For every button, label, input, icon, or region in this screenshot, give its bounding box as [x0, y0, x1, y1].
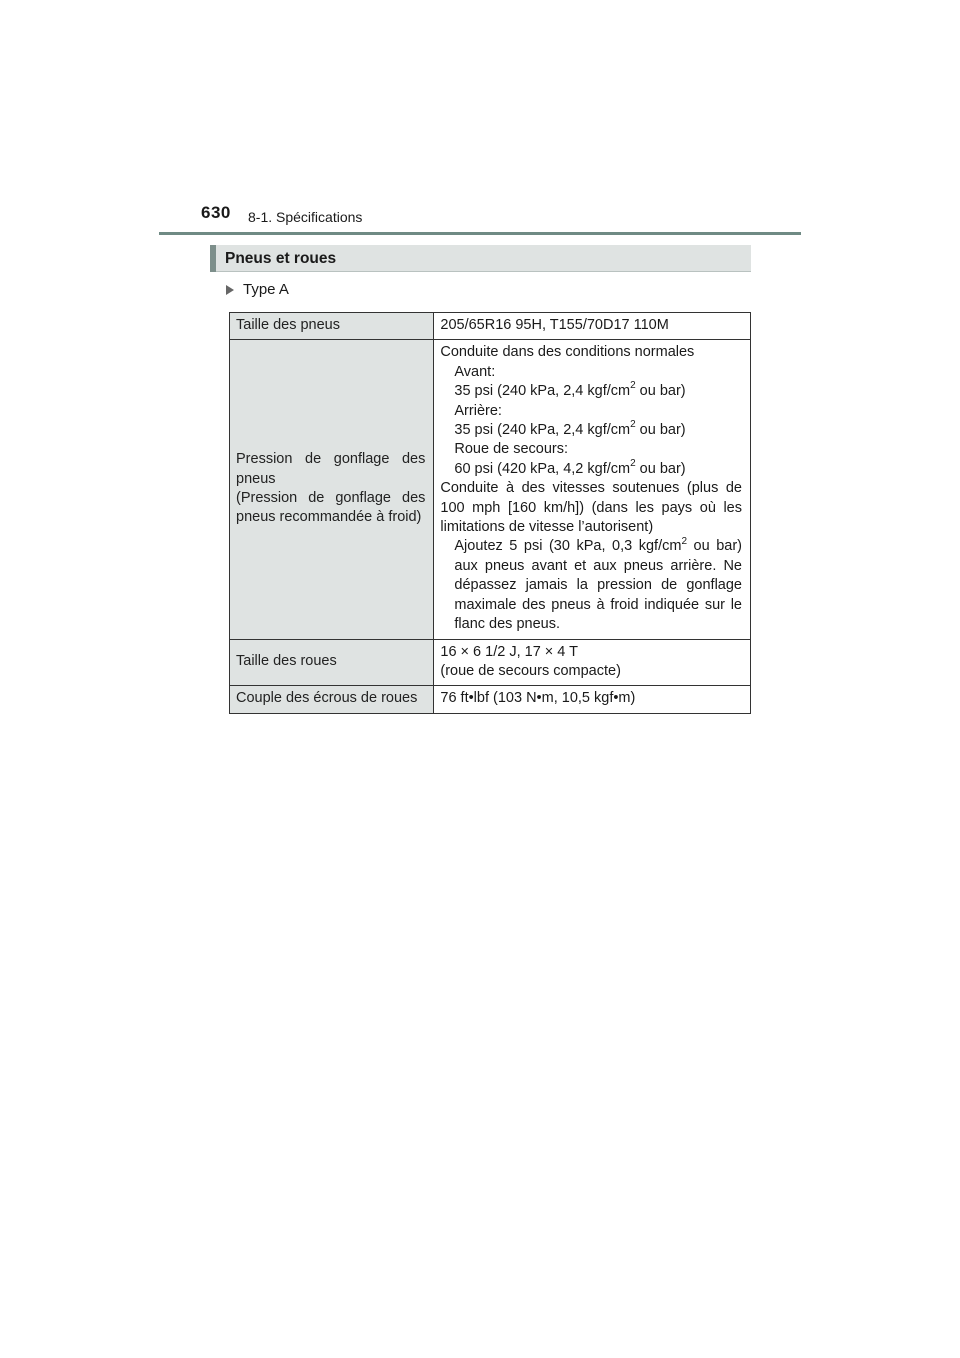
spare-pressure: 60 psi (420 kPa, 4,2 kgf/$cm^2$ ou bar) — [454, 458, 686, 477]
table-row-wheel-size — [230, 639, 751, 686]
sustained-speed-heading: Conduite à des vitesses soutenues (plus de 100 mph [160 km/h]) (dans les pays où les limitations de vitesse l’autorisent) — [440, 480, 742, 536]
pressure-value — [434, 340, 751, 639]
triangle-bullet-icon — [226, 285, 234, 295]
lug-nut-label: Couple des écrous de roues — [230, 686, 434, 713]
page-number: 630 — [201, 203, 231, 222]
pressure-label-main: Pression de gonflage des pneus — [236, 451, 426, 487]
lug-nut-value: 76 ft•lbf (103 N•m, 10,5 kgf•m) — [434, 686, 751, 713]
tire-size-value: 205/65R16 95H, T155/70D17 110M — [434, 313, 751, 340]
wheel-size-value — [434, 639, 751, 686]
type-label — [226, 281, 289, 298]
normal-driving-heading: Conduite dans des conditions normales — [440, 344, 695, 361]
section-heading-bar — [210, 245, 751, 272]
wheel-size-line1: 16 × 6 1/2 J, 17 × 4 T — [440, 643, 578, 660]
front-label: Avant: — [454, 363, 496, 380]
pressure-label-sub: (Pression de gonflage des pneus recommandée à froid) — [236, 489, 426, 526]
rear-pressure: 35 psi (240 kPa, 2,4 kgf/$cm^2$ ou bar) — [454, 419, 686, 439]
wheel-size-line2: (roue de secours compacte) — [440, 662, 621, 679]
header-rule — [159, 232, 801, 235]
pressure-label — [230, 340, 434, 639]
type-label-text: Type A — [243, 281, 289, 298]
table-row-lug-nut — [230, 686, 751, 713]
chapter-title: 8-1. Spécifications — [248, 209, 363, 225]
spare-label: Roue de secours: — [454, 441, 569, 458]
table-row-pressure — [230, 340, 751, 639]
front-pressure: 35 psi (240 kPa, 2,4 kgf/$cm^2$ ou bar) — [454, 380, 686, 400]
specification-table — [229, 312, 751, 714]
tire-size-label: Taille des pneus — [230, 313, 434, 340]
wheel-size-label: Taille des roues — [230, 639, 434, 686]
section-accent — [210, 245, 216, 272]
section-title: Pneus et roues — [225, 250, 337, 267]
table-row-tire-size — [230, 313, 751, 340]
sustained-speed-note: Ajoutez 5 psi (30 kPa, 0,3 kgf/$cm^2$ ou bar) aux pneus avant et aux pneus arrière. Ne dépassez jamais la pression de gonflage maximale des pneus à froid indiquée sur le flanc des pneus. — [454, 535, 742, 633]
rear-label: Arrière: — [454, 402, 502, 419]
